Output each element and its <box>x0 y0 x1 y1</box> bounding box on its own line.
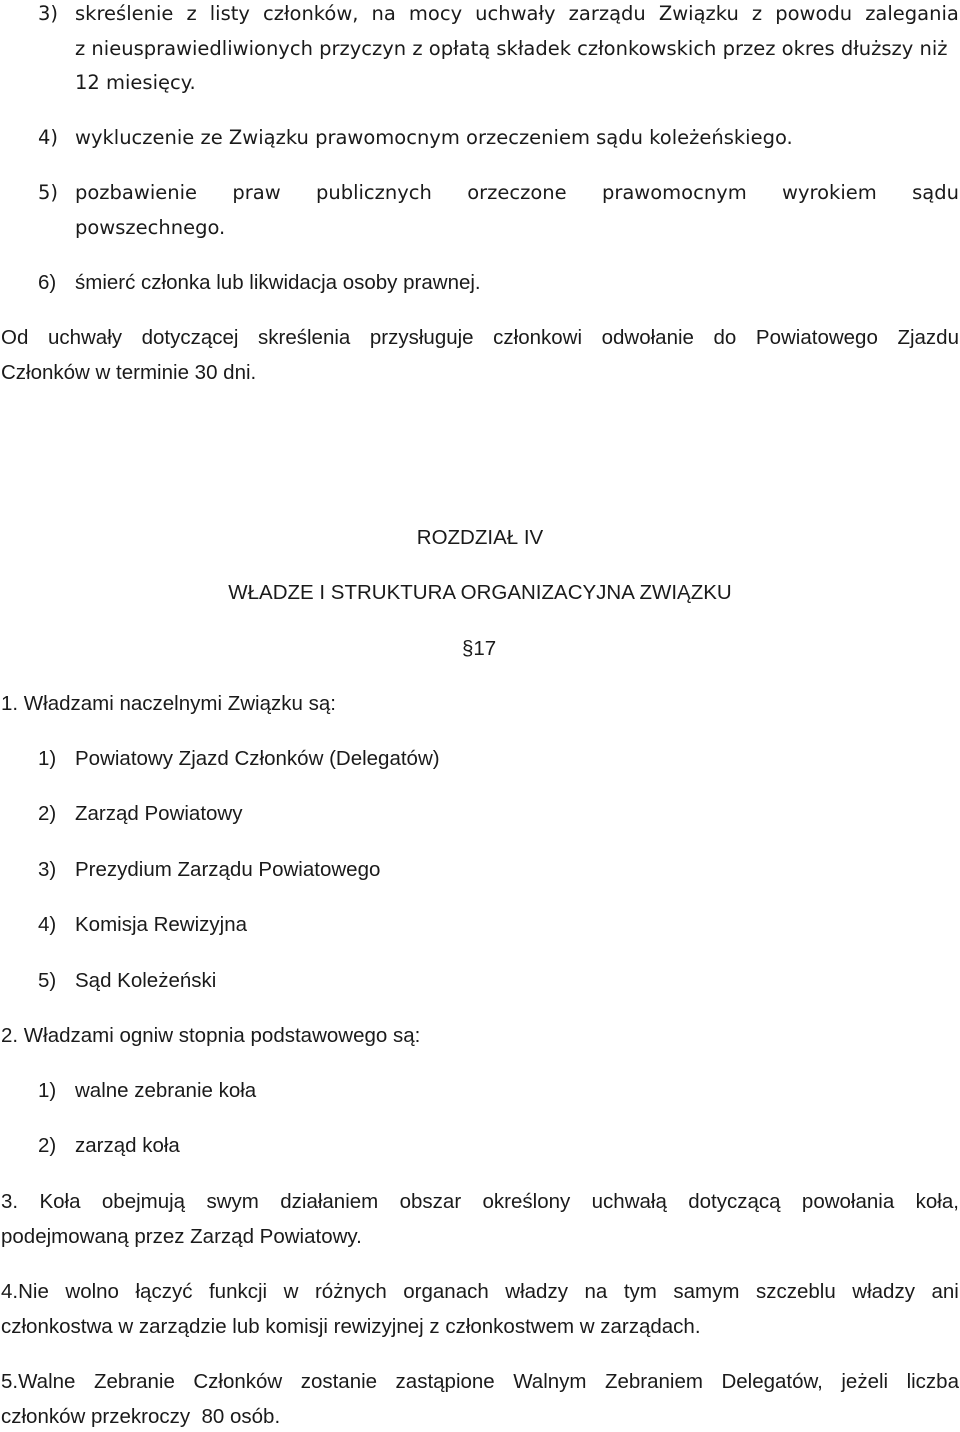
chapter-title: WŁADZE I STRUKTURA ORGANIZACYJNA ZWIĄZKU <box>228 581 732 604</box>
list-number: 4) <box>38 126 59 149</box>
word: praw <box>232 181 281 204</box>
word: 4.Nie <box>1 1280 49 1303</box>
word: uchwały <box>47 326 122 349</box>
word: wolno <box>65 1280 119 1303</box>
word: obszar <box>399 1190 462 1213</box>
paragraph-line: członkostwa w zarządzie lub komisji rewizyjnej z członkostwem w zarządach. <box>1 1315 701 1338</box>
word: 3. <box>1 1190 19 1213</box>
word: listy <box>209 2 250 25</box>
word: działaniem <box>280 1190 379 1213</box>
word: z <box>186 2 197 25</box>
list-number: 2) <box>38 1134 57 1157</box>
word: koła, <box>915 1190 959 1213</box>
list-item-text-line: z nieusprawiedliwionych przyczyn z opłatą składek członkowskich przez okres dłuższy niż <box>75 37 948 60</box>
word: obejmują <box>101 1190 186 1213</box>
word: dotyczącą <box>688 1190 781 1213</box>
list-item: Powiatowy Zjazd Członków (Delegatów) <box>75 747 440 770</box>
word: liczba <box>906 1370 959 1393</box>
list-item-text-line: śmierć członka lub likwidacja osoby prawnej. <box>75 271 481 294</box>
word: skreślenia <box>258 326 351 349</box>
word: skreślenie <box>75 2 174 25</box>
word: Delegatów, <box>721 1370 823 1393</box>
list-item-text-line: wykluczenie ze Związku prawomocnym orzeczeniem sądu koleżeńskiego. <box>75 126 793 149</box>
list-item-text-line <box>75 2 959 26</box>
paragraph-line <box>1 1280 959 1304</box>
word: powołania <box>801 1190 895 1213</box>
word: tym <box>623 1280 657 1303</box>
word: ani <box>931 1280 959 1303</box>
word: określony <box>482 1190 571 1213</box>
word: dotyczącej <box>141 326 239 349</box>
word: z <box>751 2 763 25</box>
list-item-text-line: 12 miesięcy. <box>75 71 196 94</box>
word: samym <box>673 1280 740 1303</box>
word: prawomocnym <box>601 181 747 204</box>
paragraph-line <box>1 1190 959 1214</box>
paragraph-line <box>1 326 959 350</box>
word: do <box>713 326 737 349</box>
word: swym <box>206 1190 259 1213</box>
word: funkcji <box>208 1280 268 1303</box>
point-heading: 2. Władzami ogniw stopnia podstawowego są: <box>1 1024 421 1047</box>
list-number: 4) <box>38 913 57 936</box>
word: szczeblu <box>756 1280 836 1303</box>
word: uchwałą <box>591 1190 667 1213</box>
word: organach <box>403 1280 489 1303</box>
word: orzeczone <box>467 181 567 204</box>
list-item-text-line <box>75 181 959 205</box>
word: Od <box>1 326 29 349</box>
word: Koła <box>39 1190 81 1213</box>
word: na <box>371 2 396 25</box>
list-item: Prezydium Zarządu Powiatowego <box>75 858 381 881</box>
word: sądu <box>912 181 959 204</box>
list-number: 1) <box>38 1079 57 1102</box>
point-heading: 1. Władzami naczelnymi Związku są: <box>1 692 336 715</box>
word: władzy <box>852 1280 915 1303</box>
list-item: walne zebranie koła <box>75 1079 257 1102</box>
word: Zebraniem <box>604 1370 703 1393</box>
list-number: 2) <box>38 802 57 825</box>
word: uchwały <box>475 2 556 25</box>
word: Zjazdu <box>897 326 959 349</box>
paragraph-line <box>1 1370 959 1394</box>
list-number: 3) <box>38 858 57 881</box>
word: jeżeli <box>841 1370 889 1393</box>
word: Zebranie <box>93 1370 175 1393</box>
paragraph-line: Członków w terminie 30 dni. <box>1 361 257 384</box>
word: na <box>584 1280 608 1303</box>
section-number: §17 <box>462 637 497 660</box>
list-item: zarząd koła <box>75 1134 180 1157</box>
word: przysługuje <box>369 326 474 349</box>
chapter-number: ROZDZIAŁ IV <box>416 526 544 549</box>
list-number: 3) <box>38 2 59 25</box>
word: mocy <box>408 2 463 25</box>
list-item: Zarząd Powiatowy <box>75 802 243 825</box>
word: publicznych <box>315 181 432 204</box>
word: władzy <box>505 1280 568 1303</box>
list-item-text-line: powszechnego. <box>75 216 226 239</box>
list-number: 5) <box>38 969 57 992</box>
word: Członków <box>193 1370 283 1393</box>
list-number: 6) <box>38 271 57 294</box>
word: różnych <box>314 1280 387 1303</box>
word: 5.Walne <box>1 1370 76 1393</box>
word: w <box>283 1280 299 1303</box>
word: zarządu <box>568 2 646 25</box>
list-item: Komisja Rewizyjna <box>75 913 248 936</box>
word: pozbawienie <box>75 181 198 204</box>
word: łączyć <box>135 1280 193 1303</box>
word: zostanie <box>300 1370 378 1393</box>
word: Związku <box>658 2 739 25</box>
word: powodu <box>775 2 853 25</box>
list-item: Sąd Koleżeński <box>75 969 217 992</box>
paragraph-line: podejmowaną przez Zarząd Powiatowy. <box>1 1225 362 1248</box>
word: odwołanie <box>601 326 694 349</box>
paragraph-line: członków przekroczy 80 osób. <box>1 1405 281 1428</box>
word: zastąpione <box>395 1370 495 1393</box>
list-number: 5) <box>38 181 59 204</box>
list-number: 1) <box>38 747 57 770</box>
word: Powiatowego <box>755 326 878 349</box>
word: członkowi <box>493 326 583 349</box>
word: członków, <box>263 2 359 25</box>
word: zalegania <box>865 2 959 25</box>
word: Walnym <box>513 1370 587 1393</box>
word: wyrokiem <box>782 181 877 204</box>
